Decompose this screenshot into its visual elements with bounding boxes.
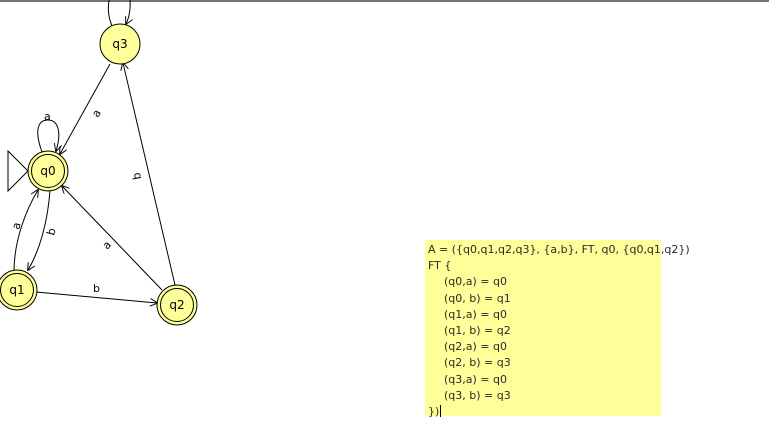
edge-label-q0-q0: a xyxy=(44,110,51,123)
edge-label-q1-q0: a xyxy=(9,220,24,231)
state-q0-label: q0 xyxy=(40,164,56,178)
rule-line: (q3,a) = q0 xyxy=(444,372,507,386)
edge-q3-q0 xyxy=(60,64,110,154)
edge-q0-q0 xyxy=(38,120,59,152)
ft-open-line: FT { xyxy=(428,259,452,273)
state-q1-label: q1 xyxy=(9,283,25,297)
edge-label-q2-q3: b xyxy=(129,171,144,181)
initial-state-arrow xyxy=(8,151,28,191)
edge-q3-q3 xyxy=(108,0,130,26)
state-q3-label: q3 xyxy=(112,37,128,51)
rule-line: (q3, b) = q3 xyxy=(444,388,511,402)
state-q2-label: q2 xyxy=(169,298,185,312)
edge-label-q3-q0: a xyxy=(89,107,104,120)
rule-line: (q2,a) = q0 xyxy=(444,340,507,354)
text-caret xyxy=(440,405,441,417)
state-q3[interactable] xyxy=(100,24,140,64)
edge-label-q1-q2: b xyxy=(93,282,100,295)
edge-q1-q0 xyxy=(14,190,38,272)
edge-label-q2-q0: a xyxy=(99,238,114,253)
rule-line: (q1,a) = q0 xyxy=(444,307,507,321)
close-text: }) xyxy=(428,405,440,419)
edge-q2-q0 xyxy=(62,186,162,290)
definition-line: A = ({q0,q1,q2,q3}, {a,b}, FT, q0, {q0,q1,q2}) xyxy=(428,243,690,256)
state-q1[interactable] xyxy=(0,270,37,310)
rule-line: (q1, b) = q2 xyxy=(444,324,511,338)
close-line xyxy=(428,404,658,420)
automaton-definition-note[interactable] xyxy=(425,240,690,419)
rule-line: (q0,a) = q0 xyxy=(444,275,507,289)
rule-line: (q0, b) = q1 xyxy=(444,291,511,305)
state-q0[interactable] xyxy=(28,151,68,191)
state-q2[interactable] xyxy=(157,285,197,325)
edge-label-q0-q1: b xyxy=(44,226,59,237)
transitions xyxy=(14,0,175,303)
rule-line: (q2, b) = q3 xyxy=(444,356,511,370)
